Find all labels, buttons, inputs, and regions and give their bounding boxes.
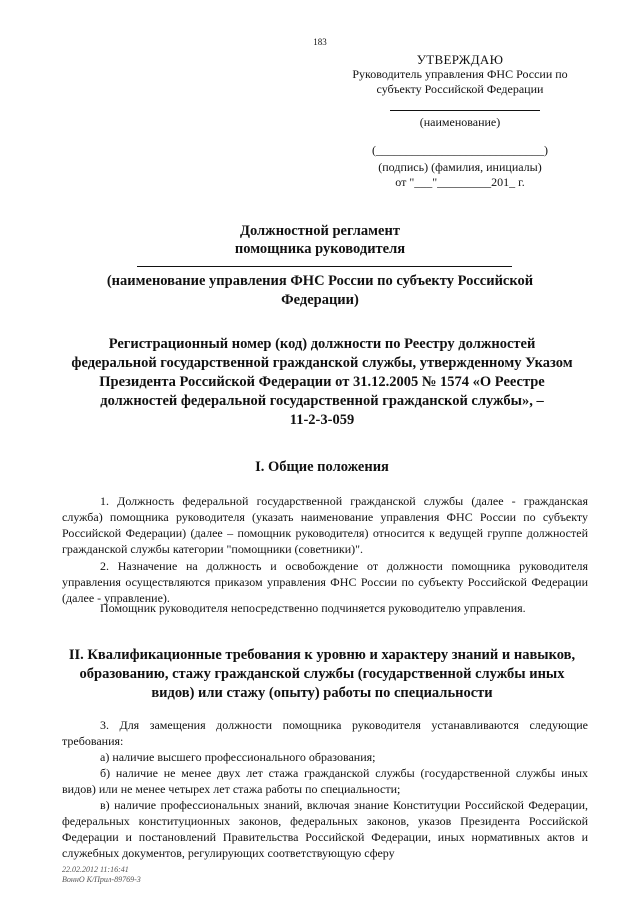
approval-signature-caption: (подпись) (фамилия, инициалы): [378, 160, 542, 174]
registration-code: 11-2-3-059: [289, 412, 355, 428]
document-title-line1: Должностной регламент: [240, 223, 400, 239]
page-number: 183: [313, 37, 327, 47]
approval-position-line1: Руководитель управления ФНС России по: [352, 67, 568, 81]
section2-body: [62, 717, 588, 861]
paragraph-text: 3. Для замещения должности помощника руководителя устанавливаются следующие требования:: [62, 718, 588, 748]
paragraph-text: Помощник руководителя непосредственно подчиняется руководителю управления.: [100, 601, 526, 615]
approval-title: УТВЕРЖДАЮ: [416, 52, 504, 67]
section1-heading: I. Общие положения: [255, 459, 389, 475]
paragraph-text: в) наличие профессиональных знаний, включая знание Конституции Российской Федерации, федеральных конституционных законов, федеральных законов, указов Президента Российской Федерации и постановлений Правительства Российской Федерации, иных нормативных актов и служебных документов, регулирующих соответствующую сферу: [62, 798, 588, 860]
paragraph-text: а) наличие высшего профессионального образования;: [100, 750, 376, 764]
title-rule: [137, 266, 512, 267]
section1-paragraph: [62, 558, 588, 606]
section2-heading-line1: II. Квалификационные требования к уровню и характеру знаний и навыков,: [68, 647, 576, 663]
footer-timestamp: 22.02.2012 11:16:41: [62, 865, 129, 874]
section2-heading-line2: образованию, стажу гражданской службы (государственной службы иных: [79, 666, 565, 682]
approval-name-rule: [390, 110, 540, 111]
footer-reference: ВоннО К/Прил-89769-3: [62, 875, 141, 884]
document-title-line3: (наименование управления ФНС России по субъекту Российской: [106, 273, 534, 289]
approval-name-caption: (наименование): [419, 115, 501, 129]
paragraph-text: б) наличие не менее двух лет стажа гражданской службы (государственной службы иных видов) или не менее четырех лет стажа работы по специальности;: [62, 766, 588, 796]
registration-line3: Президента Российской Федерации от 31.12.2005 № 1574 «О Реестре: [99, 374, 545, 390]
document-title-line4: Федерации): [281, 292, 359, 308]
registration-line1: Регистрационный номер (код) должности по Реестру должностей: [108, 336, 536, 352]
section1-paragraph: [62, 493, 588, 557]
section2-heading-line3: видов) или стажу (опыту) работы по специальности: [151, 685, 493, 701]
paragraph-text: 2. Назначение на должность и освобождение от должности помощника руководителя управления осуществляются приказом управления ФНС России по субъекту Российской Федерации (далее - управление).: [62, 559, 588, 605]
section1-paragraph: [62, 600, 588, 616]
document-title-line2: помощника руководителя: [234, 241, 406, 257]
registration-line2: федеральной государственной гражданской службы, утвержденному Указом: [71, 355, 573, 371]
approval-signature-line: (____________________________): [372, 143, 548, 157]
paragraph-text: 1. Должность федеральной государственной гражданской службы (далее - гражданская служба) помощника руководителя (указать наименование управления ФНС России по субъекту Российской Федерации) (далее – помощник руководителя) относится к ведущей группе должностей гражданской службы категории "помощники (советники)".: [62, 494, 588, 556]
approval-position-line2: субъекту Российской Федерации: [376, 82, 544, 96]
footer-stamp: [62, 865, 141, 885]
registration-line4: должностей федеральной государственной гражданской службы», –: [100, 393, 544, 409]
approval-date: от "___"_________201_ г.: [395, 175, 525, 189]
